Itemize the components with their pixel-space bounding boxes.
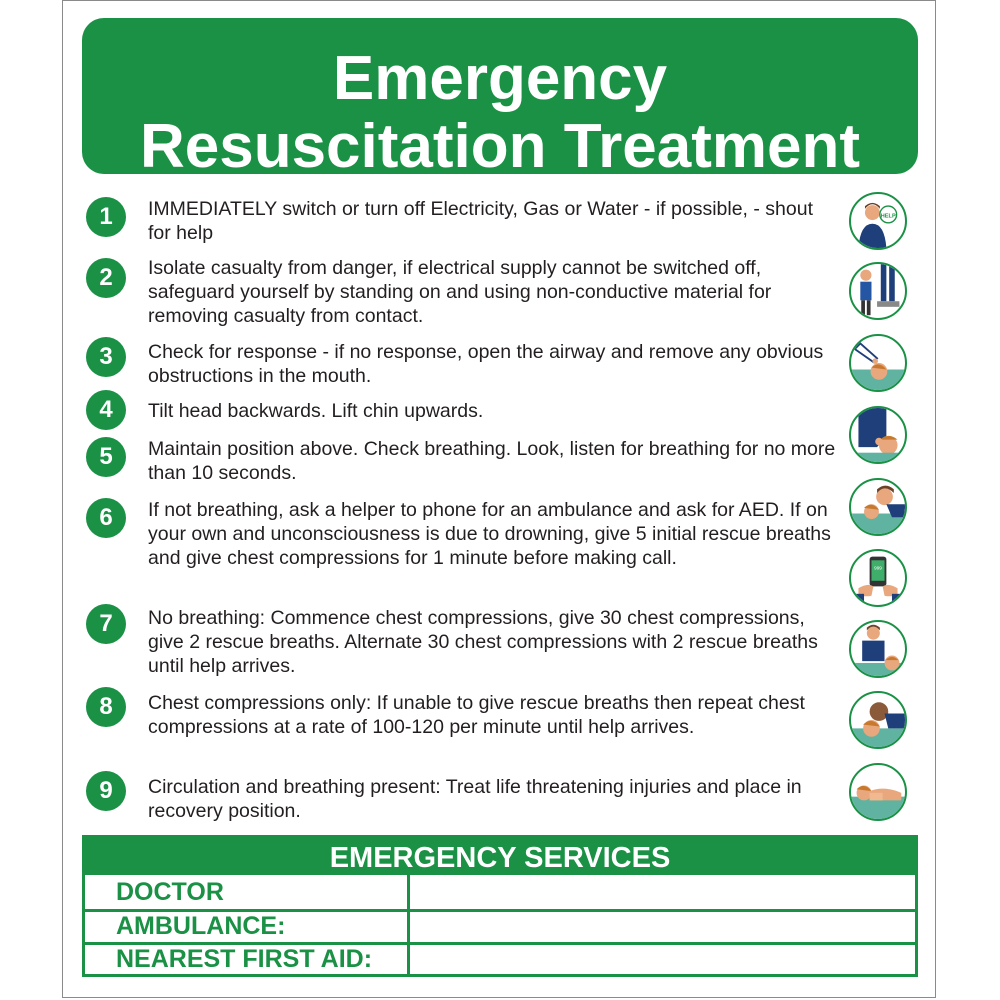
title-line-1: Emergency xyxy=(332,44,668,113)
ambulance-label: AMBULANCE: xyxy=(85,909,410,943)
es-row-ambulance xyxy=(85,909,915,943)
step-text: If not breathing, ask a helper to phone for an ambulance and ask for AED. If on your own and unconsciousness is due to drowning, give 5 initial rescue breaths and give chest compressions for 1 minute before making call. xyxy=(148,499,831,569)
es-row-nearest-first-aid xyxy=(85,942,915,976)
step-number-badge: 5 xyxy=(86,437,126,477)
step-text: No breathing: Commence chest compressions, give 30 chest compressions, give 2 rescue breaths. Alternate 30 chest compressions with 2 rescue breaths until help arrives. xyxy=(148,607,818,677)
step-text: Isolate casualty from danger, if electrical supply cannot be switched off, safeguard yourself by standing on and using non-conductive material for removing casualty from contact. xyxy=(148,257,772,327)
emergency-services-heading: EMERGENCY SERVICES xyxy=(85,838,915,875)
step-number-badge: 1 xyxy=(86,197,126,237)
step-number-badge: 4 xyxy=(86,390,126,430)
check-breathing-icon xyxy=(849,478,907,536)
nearest-first-aid-label: NEAREST FIRST AID: xyxy=(85,942,410,976)
chest-compressions-icon xyxy=(849,620,907,678)
step-number-badge: 7 xyxy=(86,604,126,644)
step-number-badge: 9 xyxy=(86,771,126,811)
es-row-doctor xyxy=(85,875,915,909)
step-text: IMMEDIATELY switch or turn off Electricity, Gas or Water - if possible, - shout for help xyxy=(148,198,813,244)
nearest-first-aid-value-field[interactable] xyxy=(410,942,915,976)
step-text: Tilt head backwards. Lift chin upwards. xyxy=(148,400,484,422)
title-banner xyxy=(82,18,918,181)
step-number-badge: 8 xyxy=(86,687,126,727)
step-text: Circulation and breathing present: Treat life threatening injuries and place in recovery position. xyxy=(148,776,802,822)
tilt-head-icon xyxy=(849,406,907,464)
recovery-position-icon xyxy=(849,763,907,821)
svg-text:999: 999 xyxy=(874,565,882,571)
step-text: Chest compressions only: If unable to give rescue breaths then repeat chest compressions at a rate of 100-120 per minute until help arrives. xyxy=(148,692,805,738)
step-number-badge: 3 xyxy=(86,337,126,377)
ambulance-value-field[interactable] xyxy=(410,909,915,943)
doctor-label: DOCTOR xyxy=(85,875,410,909)
rescue-breaths-icon xyxy=(849,691,907,749)
check-response-icon xyxy=(849,334,907,392)
shout-for-help-icon xyxy=(849,192,907,250)
step-text: Maintain position above. Check breathing. Look, listen for breathing for no more than 10 seconds. xyxy=(148,438,836,484)
step-number-badge: 6 xyxy=(86,498,126,538)
help-badge-text: HELP xyxy=(880,213,896,220)
isolate-casualty-icon xyxy=(849,262,907,320)
doctor-value-field[interactable] xyxy=(410,875,915,909)
step-number-badge: 2 xyxy=(86,258,126,298)
phone-ambulance-icon xyxy=(849,549,907,607)
emergency-services-panel xyxy=(82,835,918,977)
step-text: Check for response - if no response, open the airway and remove any obvious obstructions in the mouth. xyxy=(148,341,824,387)
title-line-2: Resuscitation Treatment xyxy=(139,112,861,181)
